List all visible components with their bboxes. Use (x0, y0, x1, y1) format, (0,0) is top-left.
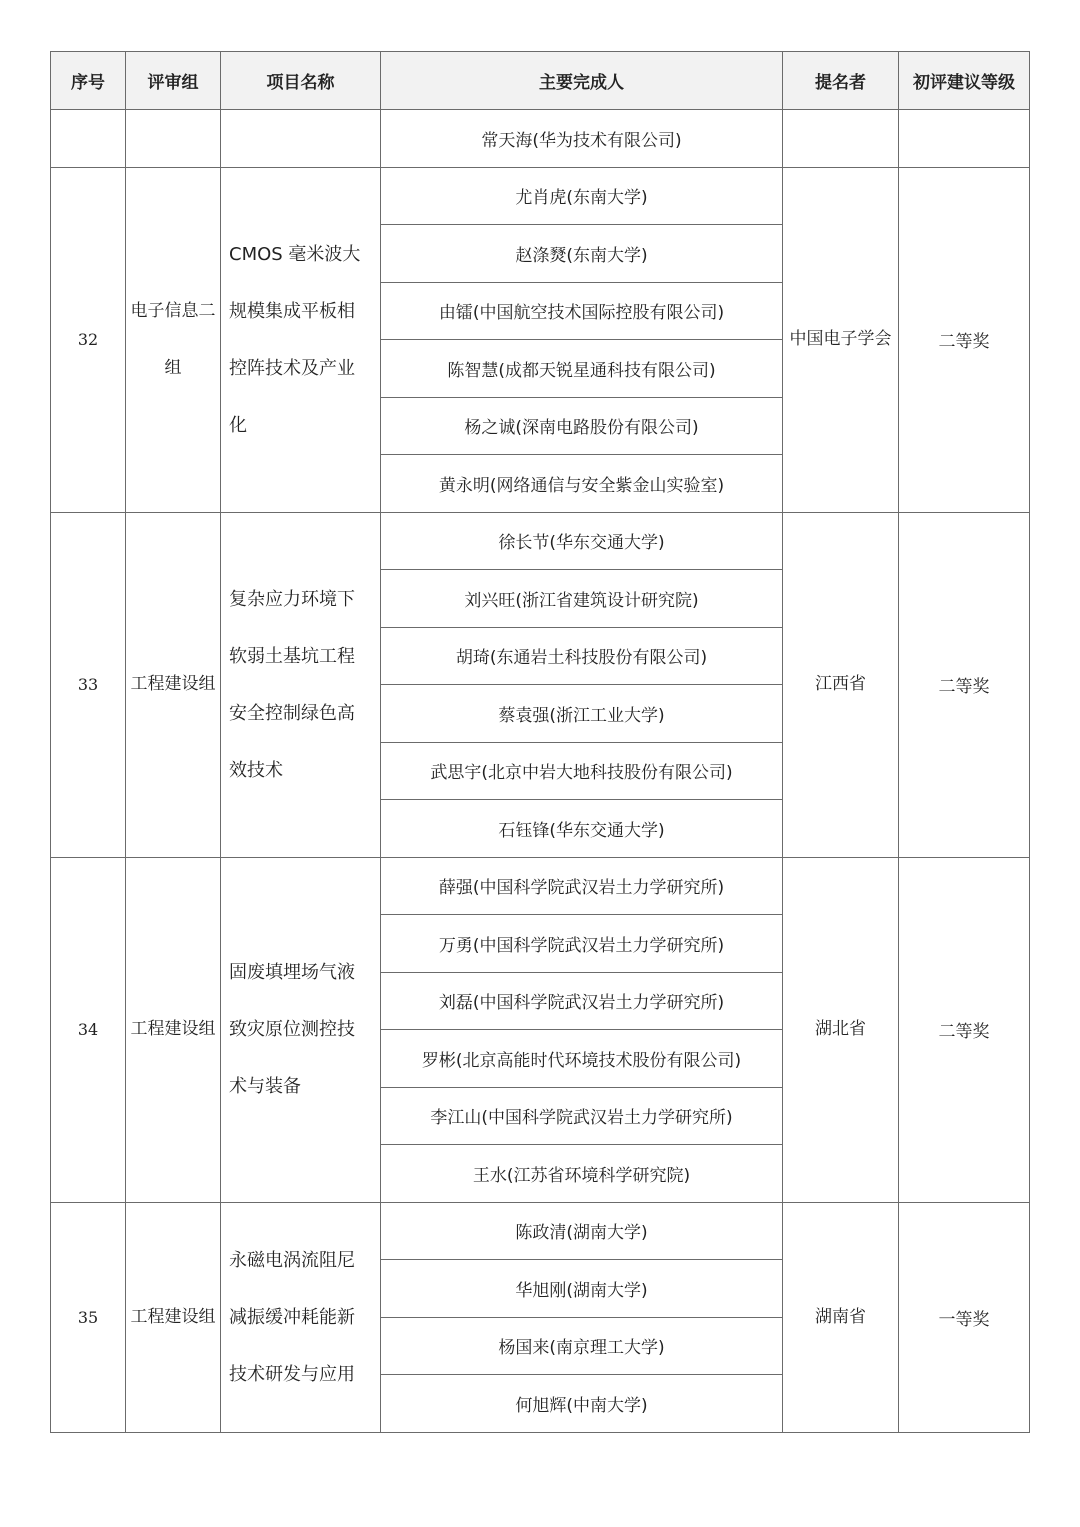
person-cell: 蔡袁强(浙江工业大学) (381, 685, 783, 743)
person-cell: 杨之诚(深南电路股份有限公司) (381, 397, 783, 455)
person-cell: 陈政清(湖南大学) (381, 1202, 783, 1260)
nominator-cell: 湖南省 (783, 1202, 899, 1432)
group-cell: 电子信息二组 (126, 167, 221, 512)
level-cell: 二等奖 (899, 167, 1030, 512)
table-row (51, 857, 1030, 915)
nominator-cell: 中国电子学会 (783, 167, 899, 512)
group-cell: 工程建设组 (126, 1202, 221, 1432)
project-cell: CMOS 毫米波大规模集成平板相控阵技术及产业化 (221, 167, 381, 512)
person-cell: 刘兴旺(浙江省建筑设计研究院) (381, 570, 783, 628)
person-cell: 徐长节(华东交通大学) (381, 512, 783, 570)
person-cell: 武思宇(北京中岩大地科技股份有限公司) (381, 742, 783, 800)
level-cell: 二等奖 (899, 857, 1030, 1202)
table-row (51, 110, 1030, 168)
header-nominator: 提名者 (783, 52, 899, 110)
header-level: 初评建议等级 (899, 52, 1030, 110)
seq-cell: 32 (51, 167, 126, 512)
project-cell: 复杂应力环境下软弱土基坑工程安全控制绿色高效技术 (221, 512, 381, 857)
person-cell: 石钰锋(华东交通大学) (381, 800, 783, 858)
table-row (51, 167, 1030, 225)
person-cell: 黄永明(网络通信与安全紫金山实验室) (381, 455, 783, 513)
empty-cell (899, 110, 1030, 168)
person-cell: 何旭辉(中南大学) (381, 1375, 783, 1433)
empty-cell (51, 110, 126, 168)
header-group: 评审组 (126, 52, 221, 110)
person-cell: 尤肖虎(东南大学) (381, 167, 783, 225)
level-cell: 一等奖 (899, 1202, 1030, 1432)
header-seq: 序号 (51, 52, 126, 110)
person-cell: 胡琦(东通岩土科技股份有限公司) (381, 627, 783, 685)
nominator-cell: 江西省 (783, 512, 899, 857)
person-cell: 罗彬(北京高能时代环境技术股份有限公司) (381, 1030, 783, 1088)
seq-cell: 33 (51, 512, 126, 857)
person-cell: 薛强(中国科学院武汉岩土力学研究所) (381, 857, 783, 915)
person-cell: 李江山(中国科学院武汉岩土力学研究所) (381, 1087, 783, 1145)
person-cell: 刘磊(中国科学院武汉岩土力学研究所) (381, 972, 783, 1030)
header-project: 项目名称 (221, 52, 381, 110)
person-cell: 杨国来(南京理工大学) (381, 1317, 783, 1375)
person-cell: 王水(江苏省环境科学研究院) (381, 1145, 783, 1203)
table-row (51, 1202, 1030, 1260)
nominator-cell: 湖北省 (783, 857, 899, 1202)
seq-cell: 34 (51, 857, 126, 1202)
header-row (51, 52, 1030, 110)
person-cell: 由镭(中国航空技术国际控股有限公司) (381, 282, 783, 340)
person-cell: 赵涤燹(东南大学) (381, 225, 783, 283)
empty-cell (126, 110, 221, 168)
group-cell: 工程建设组 (126, 857, 221, 1202)
awards-table (50, 51, 1030, 1433)
empty-cell (221, 110, 381, 168)
empty-cell (783, 110, 899, 168)
header-persons: 主要完成人 (381, 52, 783, 110)
level-cell: 二等奖 (899, 512, 1030, 857)
group-cell: 工程建设组 (126, 512, 221, 857)
person-cell: 常天海(华为技术有限公司) (381, 110, 783, 168)
table-row (51, 512, 1030, 570)
person-cell: 华旭刚(湖南大学) (381, 1260, 783, 1318)
person-cell: 万勇(中国科学院武汉岩土力学研究所) (381, 915, 783, 973)
person-cell: 陈智慧(成都天锐星通科技有限公司) (381, 340, 783, 398)
seq-cell: 35 (51, 1202, 126, 1432)
project-cell: 固废填埋场气液致灾原位测控技术与装备 (221, 857, 381, 1202)
project-cell: 永磁电涡流阻尼减振缓冲耗能新技术研发与应用 (221, 1202, 381, 1432)
